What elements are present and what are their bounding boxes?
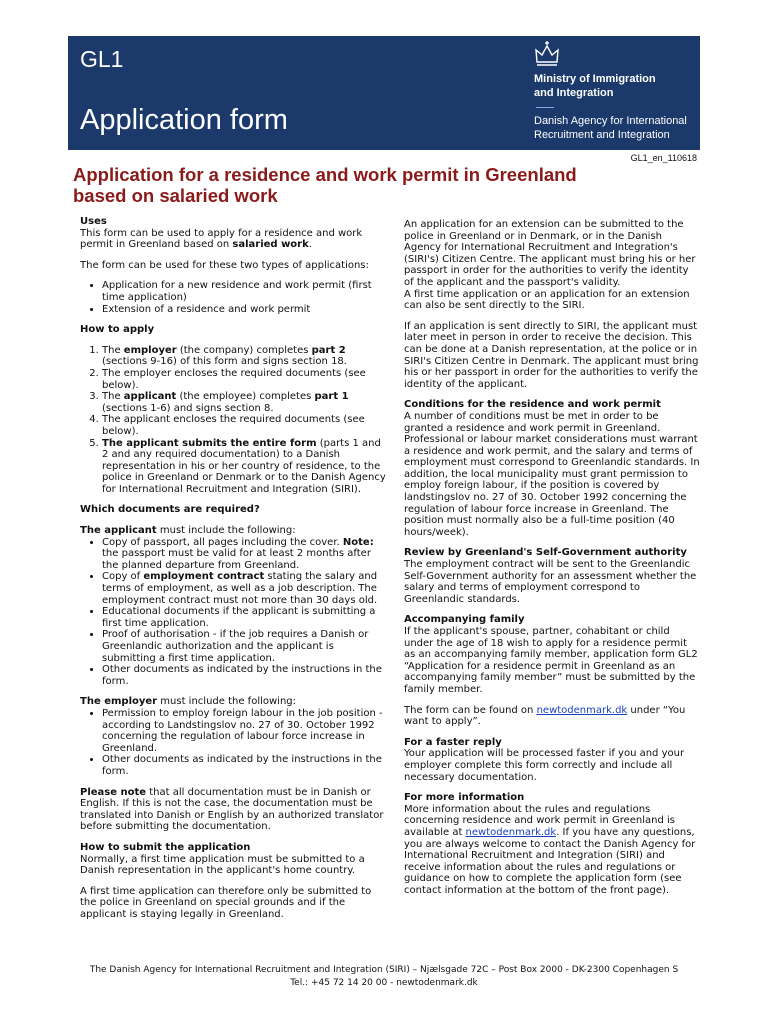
submit-paragraph-2: A first time application can therefore only be submitted to the police in Greenland on special grounds and if the applicant is staying legally in Greenland. [80, 885, 372, 920]
section-heading-submit: How to submit the application [80, 841, 251, 853]
footer-address: The Danish Agency for International Recruitment and Integration (SIRI) – Njælsgade 72C – Post Box 2000 - DK-2300 Copenhagen S [89, 965, 679, 975]
footer-contact: Tel.: +45 72 14 20 00 - newtodenmark.dk [290, 978, 478, 988]
form-title: Application form [80, 104, 288, 136]
section-heading-more-info: For more information [404, 792, 525, 804]
section-heading-review: Review by Greenland's Self-Government authority [404, 547, 687, 559]
header-banner [68, 36, 700, 150]
family-paragraph: If the applicant's spouse, partner, cohabitant or child under the age of 18 wish to apply for a residence permit as an accompanying family member, application form GL2 “Application for a residence permit in Greenland as an accompanying family member” must be submitted by the family member. [404, 626, 698, 695]
employer-intro: The employer must include the following: [80, 696, 297, 708]
list-item: 4. The applicant encloses the required documents (see below). [102, 414, 390, 437]
list-item: 2. The employer encloses the required documents (see below). [102, 368, 390, 391]
section-heading-conditions: Conditions for the residence and work permit [404, 399, 661, 411]
form-location-paragraph: The form can be found on newtodenmark.dk under “You want to apply”. [404, 704, 686, 728]
crown-logo-icon [532, 40, 562, 70]
section-heading-faster-reply: For a faster reply [404, 736, 502, 748]
conditions-paragraph: A number of conditions must be met in order to be granted a residence and work permit in Greenland. Professional or labour market considerations must warrant a residence and work permit, and the salary and terms of employment must correspond to Greenlandic standards. In addition, the local municipality must grant permission to employ foreign labour, if the position is covered by landstingslov no. 27 of 30. October 1992 concerning the regulation of labour force increase in Greenland. The position must normally also be a full-time position (40 hours/week). [404, 410, 700, 538]
left-column [80, 216, 390, 929]
applicant-documents-list [80, 537, 390, 688]
employer-documents-list [80, 708, 390, 778]
submit-paragraph-1: Normally, a first time application must be submitted to a Danish representation in the applicant's home country. [80, 853, 365, 877]
list-item: • Copy of passport, all pages including the cover. Note: the passport must be valid for at least 2 months after the planned departure from Greenland. [102, 537, 390, 572]
review-paragraph: The employment contract will be sent to the Greenlandic Self-Government authority for an assessment whether the salary and terms of employment correspond to Greenlandic standards. [404, 559, 697, 605]
divider [536, 107, 554, 108]
extension-paragraph: An application for an extension can be submitted to the police in Greenland or in Denmark, or in the Danish Agency for International Recruitment and Integration's (SIRI's) Citizen Centre. The applicant must bring his or her passport in order for the authorities to verify the identity of the applicant and the passport's validity. [404, 219, 696, 288]
note-paragraph: Please note that all documentation must be in Danish or English. If this is not the case, the documentation must be translated into Danish or English by an authorized translator before submitting the documentation. [80, 786, 384, 833]
list-item: • Proof of authorisation - if the job requires a Danish or Greenlandic authorization and the applicant is submitting a first time application. [102, 629, 390, 664]
list-item: 1. The employer (the company) completes part 2 (sections 9-16) of this form and signs section 18. [102, 345, 390, 368]
newtodenmark-link[interactable]: newtodenmark.dk [536, 704, 628, 716]
list-item: • Other documents as indicated by the instructions in the form. [102, 664, 390, 687]
right-column [404, 219, 700, 905]
form-code: GL1 [80, 46, 124, 72]
ministry-name: Ministry of Immigration and Integration [534, 73, 656, 99]
siri-paragraph: If an application is sent directly to SIRI, the applicant must later meet in person in order to receive the decision. This can be done at a Danish representation, at the police or in SIRI's Citizen Centre in Denmark. The applicant must bring his or her passport in order for the authorities to verify the identity of the applicant. [404, 320, 699, 390]
newtodenmark-link[interactable]: newtodenmark.dk [465, 826, 557, 838]
steps-list [80, 345, 390, 496]
list-item: • Application for a new residence and work permit (first time application) [102, 280, 390, 303]
list-item: • Other documents as indicated by the instructions in the form. [102, 754, 390, 777]
section-heading-family: Accompanying family [404, 614, 525, 626]
more-info-paragraph: More information about the rules and regulations concerning residence and work permit in Greenland is available at newtodenmark.dk. If you have any questions, you are always welcome to contact the Danish Agency for International Recruitment and Integration (SIRI) and receive information about the rules and regulations or guidance on how to complete the application form (see contact information at the bottom of the front page). [404, 803, 696, 896]
uses-paragraph: This form can be used to apply for a residence and work permit in Greenland based on salaried work. [80, 227, 363, 251]
agency-name: Danish Agency for International Recruitment and Integration [534, 115, 687, 141]
list-item: • Extension of a residence and work permit [102, 304, 390, 316]
section-heading-uses: Uses [80, 216, 107, 227]
types-intro: The form can be used for these two types of applications: [80, 259, 369, 271]
list-item: • Permission to employ foreign labour in the job position - according to Landstingslov no. 27 of 30. October 1992 concerning the regulation of labour force increase in Greenland. [102, 708, 390, 754]
footer [0, 964, 768, 990]
page-title: Application for a residence and work permit in Greenland based on salaried work [73, 164, 577, 206]
faster-reply-paragraph: Your application will be processed faster if you and your employer complete this form correctly and include all necessary documentation. [404, 748, 685, 783]
list-item: • Educational documents if the applicant is submitting a first time application. [102, 606, 390, 629]
list-item: • Copy of employment contract stating the salary and terms of employment, as well as a job description. The employment contract must not more than 30 days old. [102, 571, 390, 606]
version-code: GL1_en_110618 [630, 153, 697, 163]
list-item: 5. The applicant submits the entire form (parts 1 and 2 and any required documentation) to a Danish representation in his or her country of residence, to the police in Greenland or Denmark or to the Danish Agency for International Recruitment and Integration (SIRI). [102, 438, 390, 496]
section-heading-documents: Which documents are required? [80, 504, 260, 516]
section-heading-how-to-apply: How to apply [80, 324, 155, 336]
direct-submit-paragraph: A first time application or an application for an extension can also be sent directly to the SIRI. [404, 288, 690, 312]
applicant-intro: The applicant must include the following: [80, 525, 296, 537]
list-item: 3. The applicant (the employee) completes part 1 (sections 1-6) and signs section 8. [102, 391, 390, 414]
types-list [80, 280, 390, 315]
